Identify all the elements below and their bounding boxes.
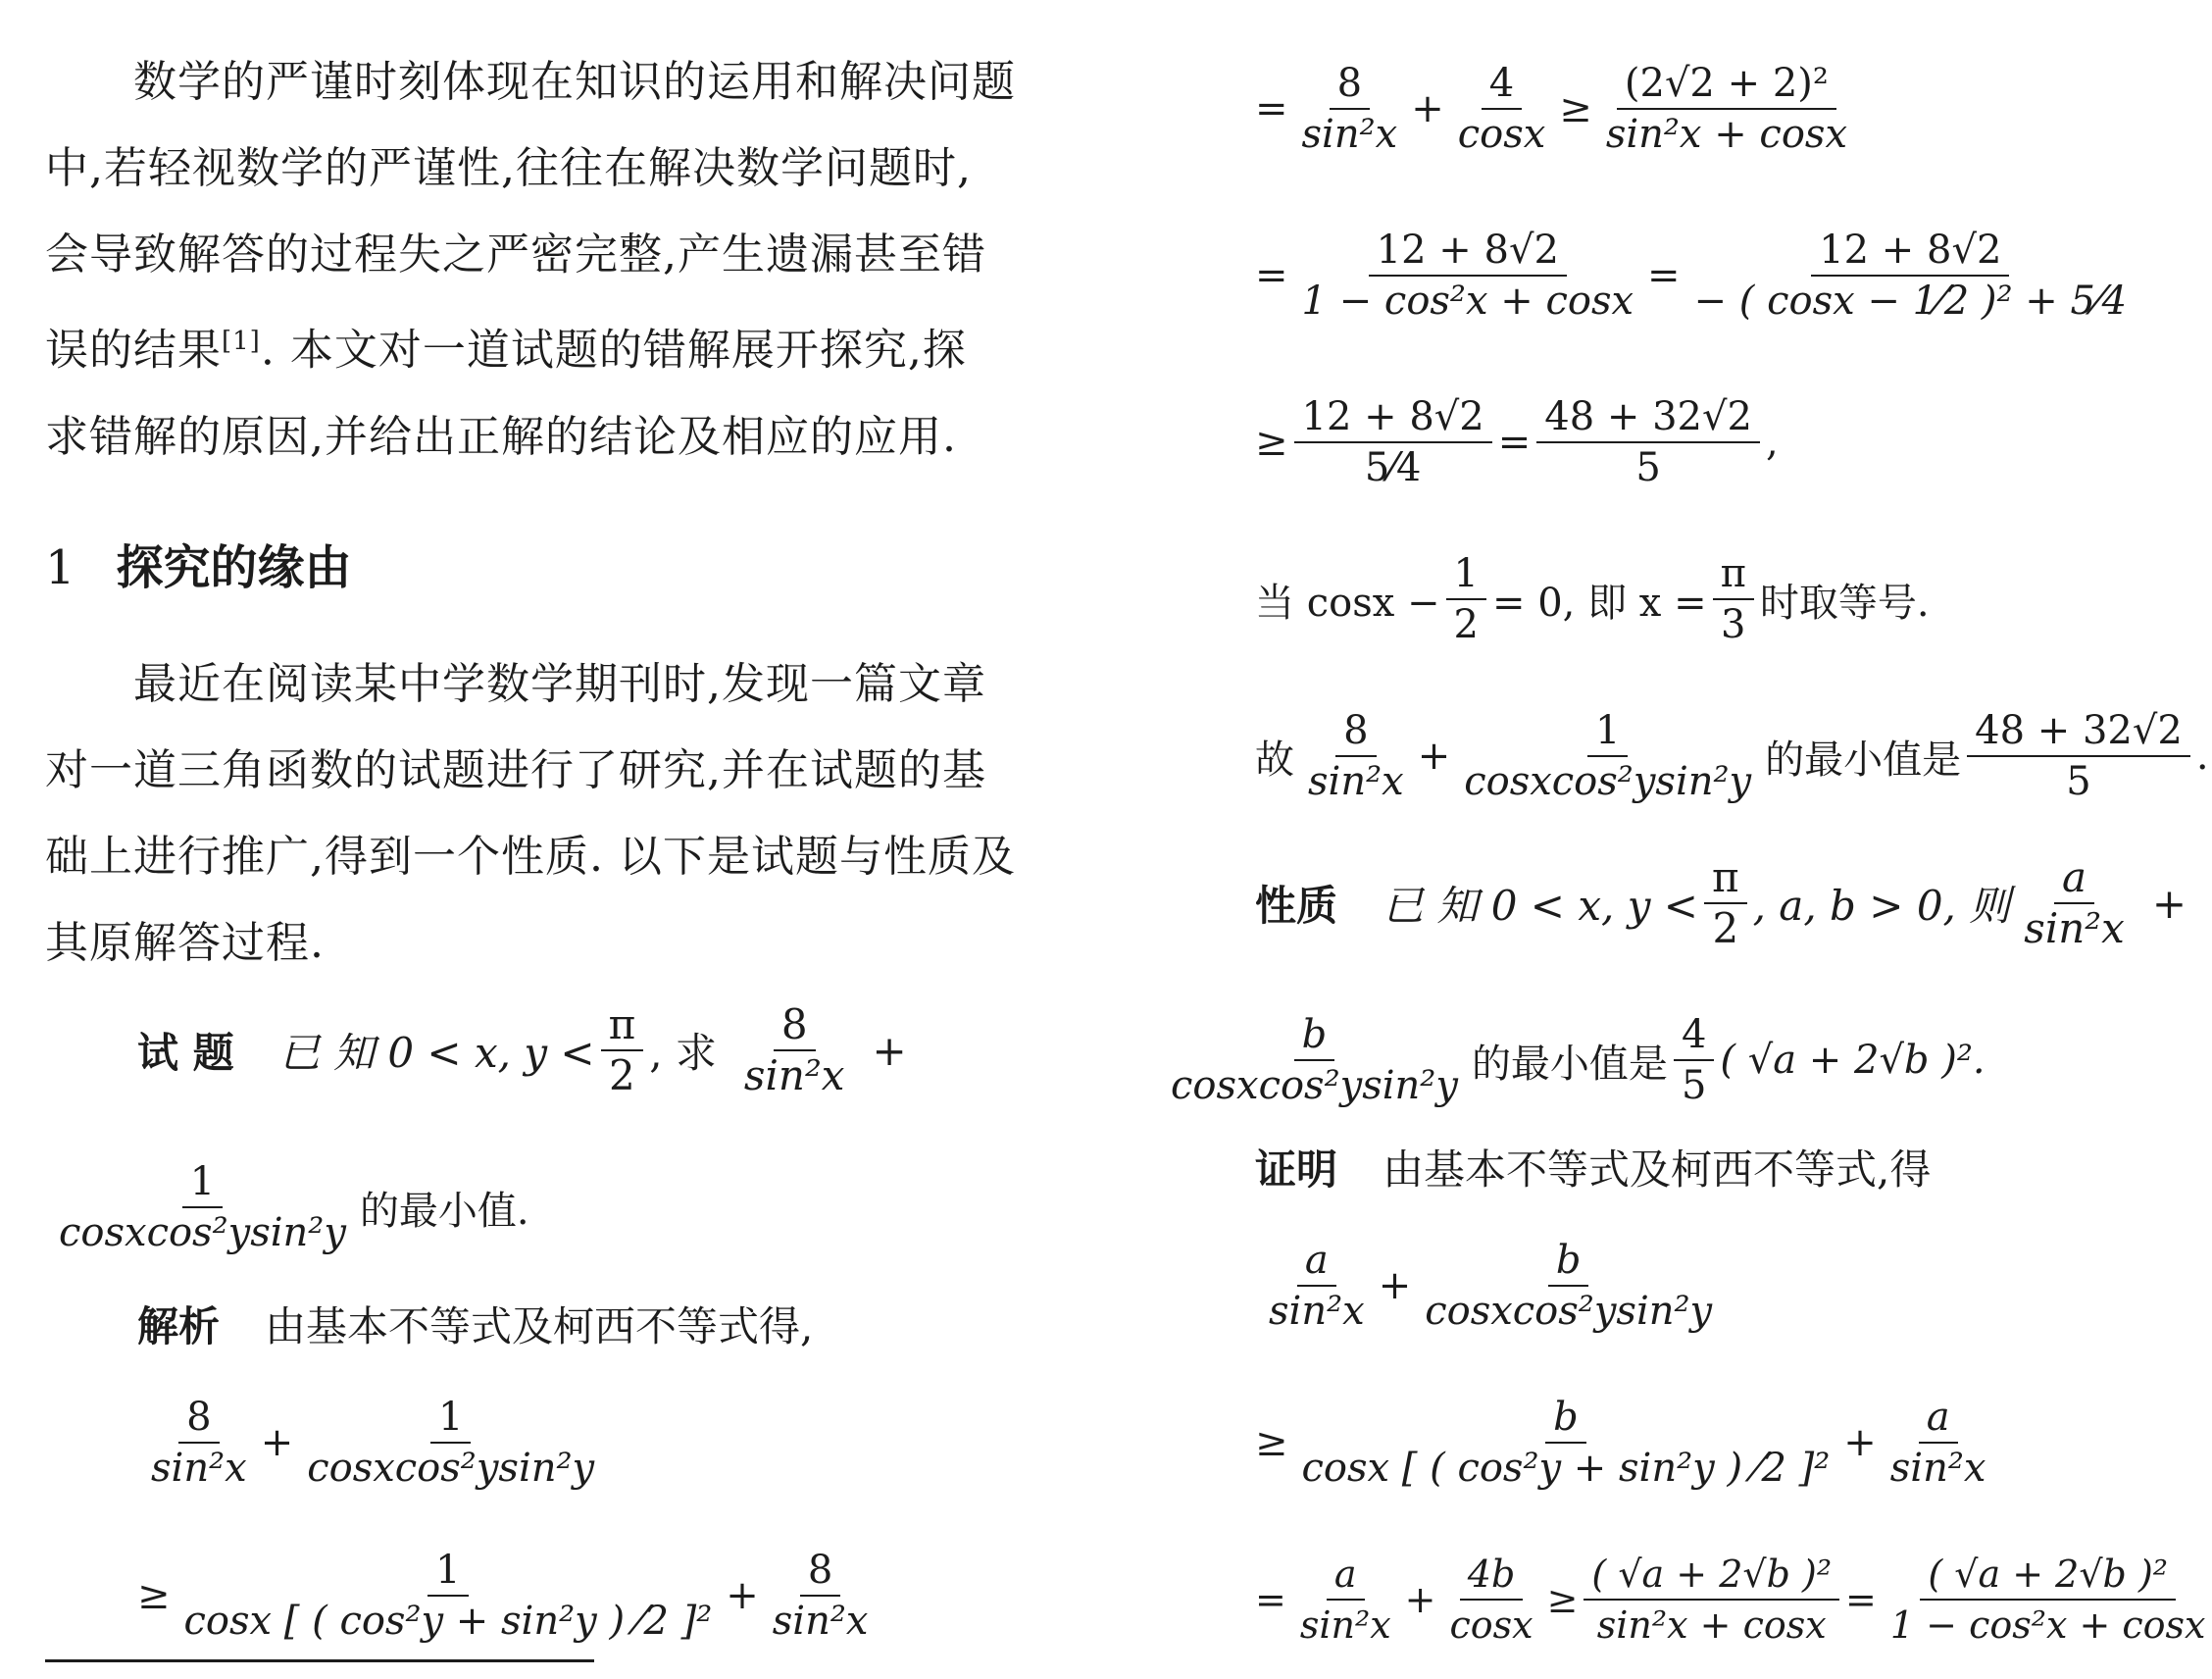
intro-line-1: 数学的严谨时刻体现在知识的运用和解决问题 [45, 57, 1016, 107]
intro-line-3: 会导致解答的过程失之严密完整,产生遗漏甚至错 [45, 229, 986, 280]
fraction-numerator: 1 [182, 1157, 223, 1208]
fraction [1713, 549, 1754, 649]
fraction-denominator: 2 [1453, 602, 1479, 647]
fraction-denominator: 2 [609, 1051, 635, 1099]
fraction-numerator: b [1294, 1010, 1335, 1061]
eq-sign: = [1497, 420, 1532, 465]
fraction [1536, 392, 1760, 492]
fraction [1294, 226, 1642, 326]
plus-sign: + [260, 1420, 294, 1465]
fraction-numerator: 4b [1460, 1550, 1524, 1601]
proof-line-1 [1255, 1236, 1726, 1336]
problem-statement [137, 1000, 907, 1100]
fraction-numerator: 1 [1446, 549, 1486, 600]
property-text: ( √a + 2√b )². [1720, 1038, 1986, 1083]
fraction [1292, 1550, 1399, 1650]
fraction-denominator: sin²x [151, 1446, 247, 1491]
eq-sign: = [1255, 253, 1288, 298]
solution-label: 解析 [137, 1302, 221, 1350]
plus-sign: + [1843, 1420, 1877, 1465]
plus-sign: + [872, 1026, 907, 1075]
fraction-numerator: 1 [1587, 706, 1628, 757]
condition-text: 当 cosx − [1255, 580, 1440, 626]
property-text: 的最小值是 [1471, 1041, 1668, 1087]
fraction [1441, 1550, 1540, 1650]
condition-text: 时取等号. [1759, 580, 1930, 626]
fraction-denominator: 5 [1635, 445, 1661, 490]
bg-line-2: 对一道三角函数的试题进行了研究,并在试题的基 [45, 745, 986, 795]
fraction-denominator: sin²x [772, 1599, 869, 1644]
fraction [1883, 1393, 1994, 1493]
solution-intro [137, 1295, 813, 1353]
eq-sign: = [1255, 86, 1288, 131]
fraction [1584, 1550, 1839, 1650]
condition-text: = 0, 即 x = [1491, 580, 1707, 626]
period: . [2195, 734, 2209, 779]
fraction-numerator: b [1545, 1393, 1586, 1444]
eq-sign: = [1845, 1578, 1877, 1621]
left-column [0, 0, 1098, 1679]
fraction-numerator: 1 [430, 1393, 471, 1444]
fraction-denominator: sin²x [1308, 759, 1404, 804]
plus-sign: + [2151, 879, 2187, 928]
proof-line-2 [1255, 1393, 1999, 1493]
fraction-numerator: 12 + 8√2 [1294, 392, 1492, 443]
intro-line-5: 求错解的原因,并给出正解的结论及相应的应用. [45, 411, 957, 462]
bg-line-4: 其原解答过程. [45, 918, 325, 968]
one-over-cos-fraction [299, 1393, 602, 1493]
fraction [1417, 1236, 1720, 1336]
fraction-denominator: sin²x [2024, 904, 2125, 952]
plus-sign: + [726, 1573, 759, 1618]
fraction-numerator: 48 + 32√2 [1536, 392, 1760, 443]
fraction-numerator: 4 [1482, 59, 1522, 110]
plus-sign: + [1411, 86, 1444, 131]
four-fifths-fraction [1674, 1010, 1714, 1110]
pi-over-2-fraction [601, 1000, 644, 1100]
fraction-numerator: ( √a + 2√b )² [1584, 1550, 1839, 1601]
fraction-numerator: a [1297, 1236, 1336, 1287]
fraction-denominator: 1 − cos²x + cosx [1301, 279, 1634, 324]
fraction-denominator: sin²x [1299, 1603, 1391, 1647]
footnote-rule [45, 1659, 594, 1662]
eq-sign: = [1647, 253, 1681, 298]
ge-sign: ≥ [1255, 420, 1288, 465]
equation-line-2 [1255, 226, 2140, 326]
fraction [1967, 706, 2190, 806]
fraction-numerator: (2√2 + 2)² [1617, 59, 1836, 110]
fraction-denominator: cosx [1449, 1603, 1533, 1647]
ge-sign: ≥ [1559, 86, 1592, 131]
fraction-denominator: 3 [1721, 602, 1746, 647]
fraction-denominator: 1 − cos²x + cosx [1889, 1603, 2206, 1647]
solution-text: 由基本不等式及柯西不等式得, [265, 1302, 814, 1350]
fraction-numerator: a [2054, 853, 2094, 904]
section-title: 探究的缘由 [116, 540, 352, 595]
solution-expression [137, 1393, 608, 1493]
fraction-denominator: 2 [1712, 904, 1739, 952]
a-over-sin2x [2016, 853, 2133, 953]
problem-text-1: 已 知 0 < x, y < [278, 1029, 595, 1077]
property-continuation [1157, 1010, 1986, 1110]
property-statement [1255, 853, 2187, 953]
fraction-denominator: cosxcos²ysin²y [307, 1446, 595, 1491]
intro-line-4b: . 本文对一道试题的错解展开探究,探 [260, 325, 967, 376]
citation-1: [1] [222, 327, 261, 356]
plus-sign: + [1378, 1263, 1412, 1308]
fraction [1294, 392, 1492, 492]
bg-line-1: 最近在阅读某中学数学期刊时,发现一篇文章 [45, 659, 986, 709]
fraction [1294, 1393, 1838, 1493]
fraction-denominator: cosxcos²ysin²y [1425, 1289, 1713, 1334]
problem-continuation [45, 1157, 529, 1257]
proof-intro [1255, 1138, 1931, 1196]
right-column [1147, 0, 2212, 1679]
eight-over-sin2x [765, 1546, 877, 1646]
plus-sign: + [1404, 1578, 1436, 1621]
conclusion-text: 的最小值是 [1765, 737, 1962, 783]
fraction [1883, 1550, 2212, 1650]
b-over-cos-fraction [1163, 1010, 1466, 1110]
fraction-numerator: 8 [178, 1393, 219, 1444]
fraction-denominator: cosxcos²ysin²y [1464, 759, 1752, 804]
fraction [1450, 59, 1554, 159]
fraction-numerator: 1 [427, 1546, 468, 1597]
one-over-cauchy-fraction [176, 1546, 721, 1646]
fraction [1446, 549, 1486, 649]
fraction-denominator: cosxcos²ysin²y [1171, 1063, 1458, 1108]
fraction-denominator: cosxcos²ysin²y [59, 1210, 346, 1255]
fraction-numerator: 8 [1330, 59, 1370, 110]
fraction-numerator: 12 + 8√2 [1369, 226, 1567, 277]
ge-sign: ≥ [1255, 1420, 1288, 1465]
fraction-denominator: sin²x + cosx [1605, 112, 1848, 157]
fraction-numerator: π [1713, 549, 1754, 600]
section-number: 1 [45, 540, 75, 595]
proof-text: 由基本不等式及柯西不等式,得 [1382, 1145, 1932, 1194]
fraction-denominator: cosx [ ( cos²y + sin²y ) ⁄2 ]² [183, 1599, 713, 1644]
eight-over-sin2x [143, 1393, 255, 1493]
fraction-denominator: − ( cosx − 1⁄2 )² + 5⁄4 [1693, 279, 2128, 324]
proof-line-3 [1255, 1550, 2212, 1650]
bg-line-3: 础上进行推广,得到一个性质. 以下是试题与性质及 [45, 832, 1016, 882]
fraction-numerator: 8 [1335, 706, 1376, 757]
problem-text-2: , 求 [649, 1029, 717, 1077]
fraction-numerator: 48 + 32√2 [1967, 706, 2190, 757]
fraction-denominator: cosx [1457, 112, 1546, 157]
section-heading [45, 530, 352, 597]
fraction-numerator: 8 [800, 1546, 840, 1597]
fraction-denominator: cosx [ ( cos²y + sin²y ) ⁄2 ]² [1301, 1446, 1831, 1491]
fraction-denominator: sin²x [743, 1051, 845, 1099]
conclusion-text: 故 [1255, 737, 1294, 783]
comma: , [1765, 420, 1779, 465]
intro-line-4a: 误的结果 [45, 325, 222, 376]
fraction-numerator: 4 [1674, 1010, 1714, 1061]
fraction [1686, 226, 2136, 326]
fraction-numerator: 12 + 8√2 [1811, 226, 2009, 277]
ge-sign: ≥ [1546, 1578, 1579, 1621]
ge-sign: ≥ [137, 1573, 171, 1618]
fraction [1598, 59, 1855, 159]
fraction-numerator: π [601, 1000, 644, 1051]
fraction-denominator: sin²x [1889, 1446, 1986, 1491]
one-over-cos-fraction [51, 1157, 354, 1257]
plus-sign: + [1417, 734, 1451, 779]
fraction [1261, 1236, 1373, 1336]
fraction-numerator: π [1704, 853, 1747, 904]
property-text: , a, b > 0, 则 [1752, 882, 2011, 930]
pi-over-2-fraction [1704, 853, 1747, 953]
intro-line-4 [45, 298, 1016, 394]
eq-sign: = [1255, 1578, 1286, 1621]
fraction-numerator: a [1327, 1550, 1365, 1601]
conclusion-line [1255, 706, 2209, 806]
intro-paragraph [45, 39, 1016, 481]
problem-label: 试 题 [137, 1029, 234, 1077]
property-text: 已 知 0 < x, y < [1382, 882, 1698, 930]
fraction-numerator: 8 [774, 1000, 816, 1051]
fraction-denominator: 5 [1681, 1063, 1707, 1108]
fraction-denominator: sin²x [1301, 112, 1398, 157]
fraction-denominator: sin²x + cosx [1596, 1603, 1827, 1647]
problem-tail: 的最小值. [359, 1188, 529, 1234]
equality-condition [1255, 549, 1930, 649]
fraction-numerator: b [1548, 1236, 1589, 1287]
fraction-denominator: 5 [2066, 759, 2091, 804]
fraction [1300, 706, 1412, 806]
eight-over-sin2x [736, 1000, 853, 1100]
fraction [1456, 706, 1759, 806]
fraction-numerator: ( √a + 2√b )² [1920, 1550, 2176, 1601]
fraction-denominator: sin²x [1269, 1289, 1365, 1334]
equation-line-3 [1255, 392, 1779, 492]
background-paragraph [45, 641, 1016, 987]
solution-step-1 [137, 1546, 881, 1646]
equation-line-1 [1255, 59, 1861, 159]
property-label: 性质 [1255, 882, 1338, 930]
fraction-denominator: 5⁄4 [1364, 445, 1422, 490]
fraction [1294, 59, 1406, 159]
proof-label: 证明 [1255, 1145, 1338, 1194]
intro-line-2: 中,若轻视数学的严谨性,往往在解决数学问题时, [45, 143, 972, 193]
fraction-numerator: a [1919, 1393, 1958, 1444]
